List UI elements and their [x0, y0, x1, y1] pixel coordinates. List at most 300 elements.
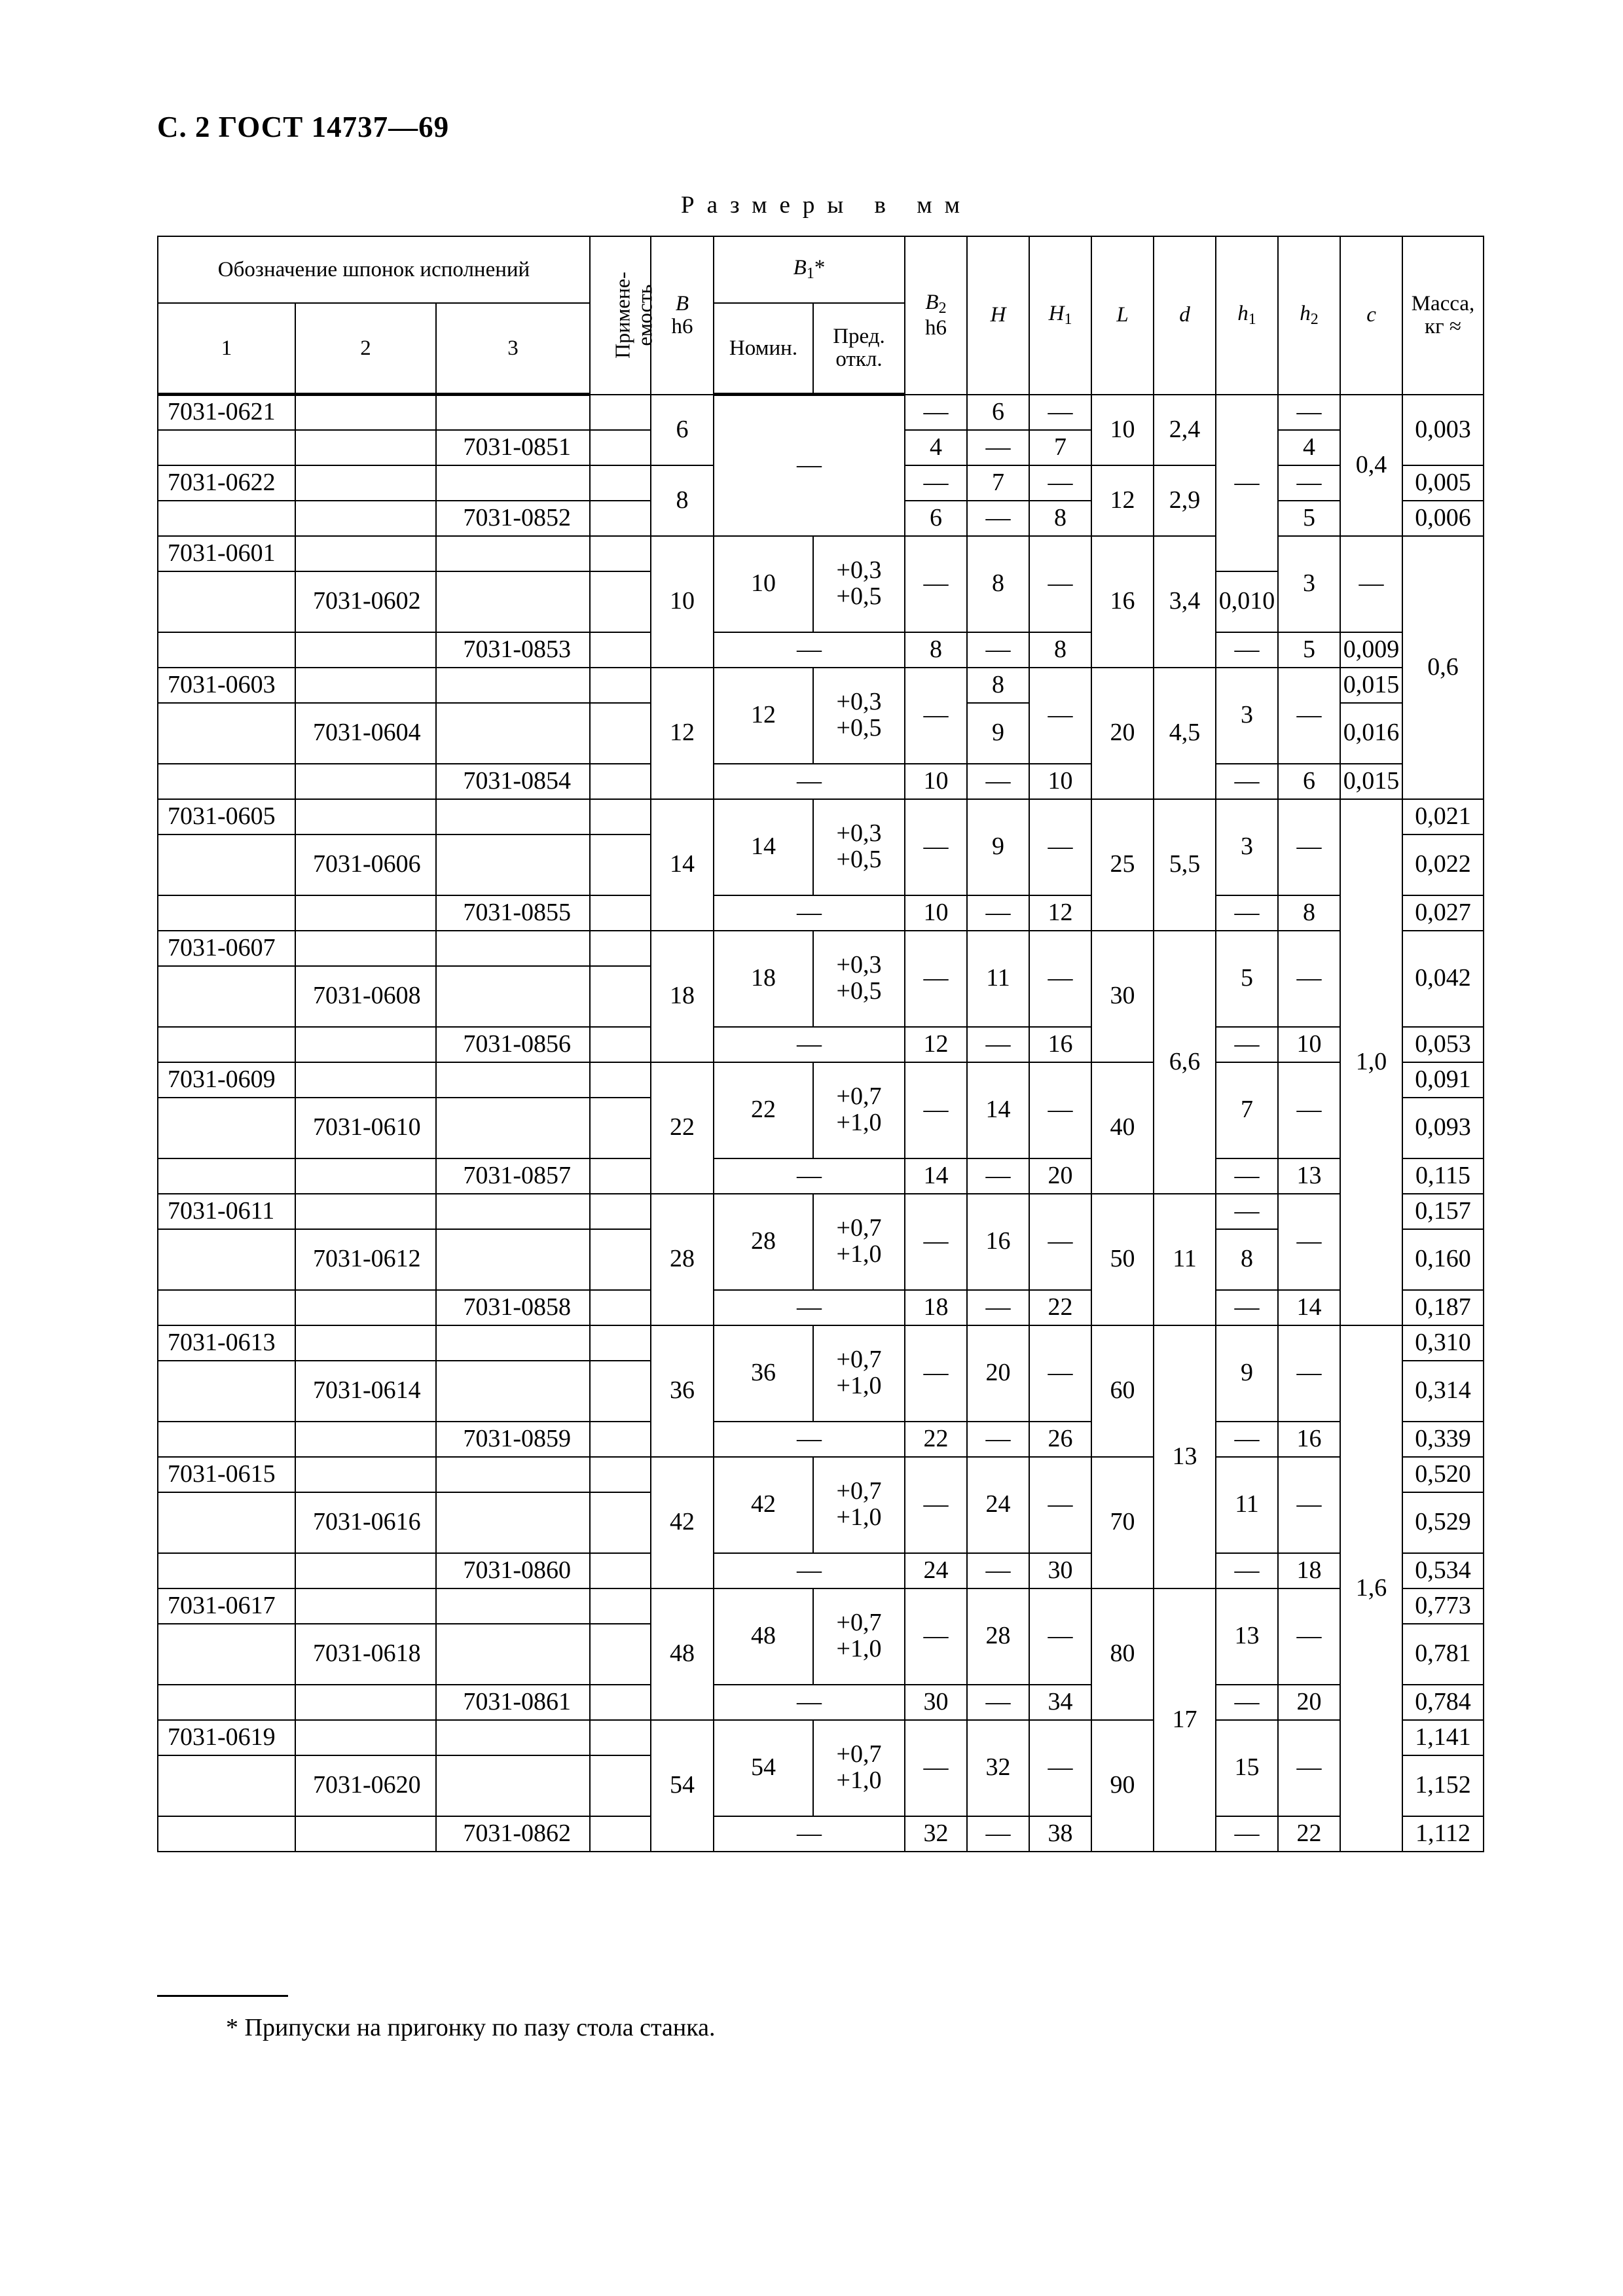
table-cell	[158, 571, 295, 632]
h1-lower-cell: 3	[1216, 799, 1278, 895]
applicability-cell	[590, 1325, 651, 1361]
b1-cell: —	[714, 395, 905, 536]
b2-cell: 4	[905, 430, 967, 465]
h-cell: —	[967, 1422, 1029, 1457]
designation-1: 7031-0601	[158, 536, 295, 571]
h1-cell: —	[1029, 1194, 1091, 1290]
b1-cell: —	[714, 1290, 905, 1325]
table-cell	[158, 430, 295, 465]
h1-cell: 20	[1029, 1158, 1091, 1194]
designation-2: 7031-0618	[295, 1624, 436, 1685]
table-cell	[158, 632, 295, 668]
h2-lower-cell: 10	[1278, 1027, 1340, 1062]
h-cell: 6	[967, 395, 1029, 430]
b2-cell: 30	[905, 1685, 967, 1720]
mass-cell: 0,093	[1402, 1098, 1484, 1158]
table-cell	[295, 536, 436, 571]
h2-lower-cell: —	[1278, 1194, 1340, 1290]
table-cell	[295, 1290, 436, 1325]
applicability-cell	[590, 501, 651, 536]
mass-cell: 0,005	[1402, 465, 1484, 501]
b1-nominal-cell: 14	[714, 799, 813, 895]
h2-lower-cell: —	[1278, 395, 1340, 430]
h1-cell: —	[1029, 668, 1091, 764]
b1-cell: —	[714, 632, 905, 668]
l-cell: 80	[1091, 1588, 1154, 1720]
b2-cell: —	[905, 536, 967, 632]
h1-lower-cell: 7	[1216, 1062, 1278, 1158]
h-header: H	[967, 236, 1029, 395]
b-cell: 22	[651, 1062, 714, 1194]
h1-cell: —	[1029, 395, 1091, 430]
b1-deviation-cell: +0,7 +1,0	[813, 1062, 905, 1158]
b-cell: 54	[651, 1720, 714, 1852]
table-cell	[295, 799, 436, 834]
table-cell	[436, 1492, 590, 1553]
h2-lower-cell: —	[1278, 668, 1340, 764]
table-cell	[436, 834, 590, 895]
h-cell: —	[967, 1685, 1029, 1720]
mass-cell: 0,053	[1402, 1027, 1484, 1062]
h-cell: 14	[967, 1062, 1029, 1158]
applicability-cell	[590, 1720, 651, 1755]
table-cell	[158, 1027, 295, 1062]
h-cell: 8	[967, 668, 1029, 703]
h-cell: 11	[967, 931, 1029, 1027]
l-cell: 70	[1091, 1457, 1154, 1588]
table-cell	[295, 764, 436, 799]
h2-lower-cell: —	[1340, 536, 1402, 632]
d-cell: 11	[1154, 1194, 1216, 1325]
b2-cell: —	[905, 1194, 967, 1290]
l-cell: 60	[1091, 1325, 1154, 1457]
l-cell: 10	[1091, 395, 1154, 465]
b1-nominal-cell: 22	[714, 1062, 813, 1158]
designation-1: 7031-0609	[158, 1062, 295, 1098]
designation-2: 7031-0608	[295, 966, 436, 1027]
d-cell: 17	[1154, 1588, 1216, 1852]
applicability-cell	[590, 1588, 651, 1624]
mass-cell: 0,529	[1402, 1492, 1484, 1553]
applicability-cell	[590, 1361, 651, 1422]
designation-2: 7031-0612	[295, 1229, 436, 1290]
l-cell: 90	[1091, 1720, 1154, 1852]
h-cell: —	[967, 501, 1029, 536]
mass-cell: 0,015	[1340, 764, 1402, 799]
b2-cell: 14	[905, 1158, 967, 1194]
mass-cell: 0,015	[1340, 668, 1402, 703]
c-cell: 1,6	[1340, 1325, 1402, 1852]
table-cell	[295, 1685, 436, 1720]
designation-2: 7031-0602	[295, 571, 436, 632]
h1-cell: 8	[1029, 501, 1091, 536]
table-cell	[436, 1194, 590, 1229]
h1-cell: —	[1029, 1720, 1091, 1816]
l-cell: 50	[1091, 1194, 1154, 1325]
applicability-cell	[590, 1553, 651, 1588]
b2-cell: —	[905, 1720, 967, 1816]
table-cell	[436, 703, 590, 764]
h-cell: —	[967, 1290, 1029, 1325]
b2-cell: —	[905, 1588, 967, 1685]
b-cell: 14	[651, 799, 714, 931]
applicability-cell	[590, 703, 651, 764]
h2-lower-cell: —	[1278, 1720, 1340, 1816]
b1-deviation-cell: +0,3 +0,5	[813, 668, 905, 764]
b1-nominal-cell: 10	[714, 536, 813, 632]
mass-cell: 0,520	[1402, 1457, 1484, 1492]
designation-2: 7031-0614	[295, 1361, 436, 1422]
c-cell: 0,4	[1340, 395, 1402, 536]
d-cell: 3,4	[1154, 536, 1216, 668]
h1-lower-cell: —	[1216, 764, 1278, 799]
b1-nominal-cell: 42	[714, 1457, 813, 1553]
h-cell: —	[967, 1553, 1029, 1588]
table-cell	[295, 1422, 436, 1457]
h2-lower-header: $h_2$	[1278, 236, 1340, 395]
mass-cell: 0,003	[1402, 395, 1484, 465]
h-cell: 28	[967, 1588, 1029, 1685]
b1-nominal-cell: 36	[714, 1325, 813, 1422]
mass-cell: 0,016	[1340, 703, 1402, 764]
mass-cell: 0,021	[1402, 799, 1484, 834]
table-cell	[158, 834, 295, 895]
b2-cell: 22	[905, 1422, 967, 1457]
table-cell	[295, 895, 436, 931]
l-cell: 40	[1091, 1062, 1154, 1194]
h2-lower-cell: 18	[1278, 1553, 1340, 1588]
b1-deviation-cell: +0,7 +1,0	[813, 1194, 905, 1290]
mass-cell: 0,009	[1340, 632, 1402, 668]
table-cell	[158, 1624, 295, 1685]
applicability-cell	[590, 799, 651, 834]
h2-lower-cell: —	[1278, 1325, 1340, 1422]
h1-cell: 34	[1029, 1685, 1091, 1720]
designation-3: 7031-0853	[436, 632, 590, 668]
d-cell: 5,5	[1154, 799, 1216, 931]
h-cell: 8	[967, 536, 1029, 632]
b2-cell: 24	[905, 1553, 967, 1588]
applicability-cell	[590, 834, 651, 895]
l-cell: 30	[1091, 931, 1154, 1062]
h2-lower-cell: 5	[1278, 501, 1340, 536]
dimensions-table	[157, 236, 1484, 1852]
h1-cell: —	[1029, 1062, 1091, 1158]
applicability-cell	[590, 1457, 651, 1492]
table-cell	[436, 1062, 590, 1098]
mass-cell: 0,781	[1402, 1624, 1484, 1685]
table-cell	[158, 764, 295, 799]
applicability-cell	[590, 465, 651, 501]
table-cell	[295, 1588, 436, 1624]
table-cell	[295, 1720, 436, 1755]
b-cell: 6	[651, 395, 714, 465]
designation-3: 7031-0856	[436, 1027, 590, 1062]
h1-cell: 26	[1029, 1422, 1091, 1457]
applicability-cell	[590, 1624, 651, 1685]
b2-cell: —	[905, 465, 967, 501]
b1-nominal-cell: 18	[714, 931, 813, 1027]
designation-3: 7031-0859	[436, 1422, 590, 1457]
designation-1: 7031-0613	[158, 1325, 295, 1361]
b1-cell: —	[714, 1553, 905, 1588]
h-cell: 24	[967, 1457, 1029, 1553]
mass-cell: 0,160	[1402, 1229, 1484, 1290]
col-1-header: 1	[158, 303, 295, 395]
table-cell	[295, 1027, 436, 1062]
b2-cell: 8	[905, 632, 967, 668]
c-cell: 0,6	[1402, 536, 1484, 799]
col-3-header: 3	[436, 303, 590, 395]
table-cell	[436, 571, 590, 632]
b1-cell: —	[714, 1027, 905, 1062]
b1-deviation-cell: +0,3 +0,5	[813, 799, 905, 895]
d-header: d	[1154, 236, 1216, 395]
applicability-cell	[590, 931, 651, 966]
applicability-cell	[590, 1492, 651, 1553]
b-cell: 10	[651, 536, 714, 668]
h2-lower-cell: 20	[1278, 1685, 1340, 1720]
table-cell	[295, 931, 436, 966]
applicability-cell	[590, 668, 651, 703]
l-header: L	[1091, 236, 1154, 395]
h2-lower-cell: —	[1278, 931, 1340, 1027]
h1-lower-cell: 3	[1216, 668, 1278, 764]
l-cell: 20	[1091, 668, 1154, 799]
h1-cell: 7	[1029, 430, 1091, 465]
b1-deviation-cell: +0,7 +1,0	[813, 1457, 905, 1553]
b2-cell: —	[905, 395, 967, 430]
designation-3: 7031-0862	[436, 1816, 590, 1852]
b2-cell: 18	[905, 1290, 967, 1325]
b-cell: 18	[651, 931, 714, 1062]
b1-nominal-cell: 12	[714, 668, 813, 764]
designation-3: 7031-0851	[436, 430, 590, 465]
h-cell: —	[967, 1816, 1029, 1852]
b-cell: 8	[651, 465, 714, 536]
h-cell: —	[967, 632, 1029, 668]
l-cell: 12	[1091, 465, 1154, 536]
h1-lower-cell: 11	[1216, 1457, 1278, 1553]
table-cell	[436, 1361, 590, 1422]
table-cell	[436, 1457, 590, 1492]
b1-cell: —	[714, 1422, 905, 1457]
b1-nominal-cell: 28	[714, 1194, 813, 1290]
applicability-cell	[590, 632, 651, 668]
applicability-cell	[590, 1422, 651, 1457]
table-cell	[295, 668, 436, 703]
table-cell	[158, 895, 295, 931]
table-cell	[295, 1158, 436, 1194]
designation-2: 7031-0610	[295, 1098, 436, 1158]
designation-2: 7031-0604	[295, 703, 436, 764]
designation-1: 7031-0611	[158, 1194, 295, 1229]
applicability-cell	[590, 1098, 651, 1158]
b-header: B h6	[651, 236, 714, 395]
mass-cell: 0,115	[1402, 1158, 1484, 1194]
h1-lower-cell: —	[1216, 1027, 1278, 1062]
c-header: c	[1340, 236, 1402, 395]
l-cell: 16	[1091, 536, 1154, 668]
b1-cell: —	[714, 895, 905, 931]
designation-2: 7031-0616	[295, 1492, 436, 1553]
table-cell	[295, 1457, 436, 1492]
designation-2: 7031-0620	[295, 1755, 436, 1816]
h1-cell: —	[1029, 1325, 1091, 1422]
h1-cell: 10	[1029, 764, 1091, 799]
mass-cell: 0,006	[1402, 501, 1484, 536]
h1-cell: —	[1029, 536, 1091, 632]
designation-3: 7031-0858	[436, 1290, 590, 1325]
h1-cell: —	[1029, 1588, 1091, 1685]
b2-cell: —	[905, 1062, 967, 1158]
table-cell	[295, 1325, 436, 1361]
h-cell: —	[967, 895, 1029, 931]
h1-lower-cell: —	[1216, 395, 1278, 571]
table-cell	[158, 1290, 295, 1325]
h1-lower-cell: —	[1216, 1553, 1278, 1588]
h2-lower-cell: 16	[1278, 1422, 1340, 1457]
h2-lower-cell: 6	[1278, 764, 1340, 799]
b1-deviation-cell: +0,7 +1,0	[813, 1720, 905, 1816]
b2-cell: —	[905, 1457, 967, 1553]
designation-1: 7031-0615	[158, 1457, 295, 1492]
mass-cell: 0,091	[1402, 1062, 1484, 1098]
h1-cell: —	[1029, 1457, 1091, 1553]
designation-3	[436, 395, 590, 430]
b1-cell: —	[714, 1816, 905, 1852]
table-cell	[436, 1720, 590, 1755]
table-cell	[436, 465, 590, 501]
h1-lower-cell: —	[1216, 1158, 1278, 1194]
applicability-cell	[590, 1062, 651, 1098]
mass-cell: 0,157	[1402, 1194, 1484, 1229]
h1-lower-cell: 9	[1216, 1325, 1278, 1422]
h2-lower-cell: —	[1278, 465, 1340, 501]
designation-3: 7031-0861	[436, 1685, 590, 1720]
h2-lower-cell: 8	[1278, 895, 1340, 931]
applicability-cell	[590, 536, 651, 571]
table-cell	[436, 1229, 590, 1290]
mass-cell: 0,784	[1402, 1685, 1484, 1720]
h2-lower-cell: —	[1278, 1457, 1340, 1553]
h-cell: —	[967, 764, 1029, 799]
table-cell	[436, 1588, 590, 1624]
h-cell: 9	[967, 703, 1029, 764]
table-cell	[436, 931, 590, 966]
b-cell: 28	[651, 1194, 714, 1325]
table-cell	[158, 1229, 295, 1290]
h2-lower-cell: —	[1278, 1062, 1340, 1158]
units-caption: Размеры в мм	[681, 192, 973, 219]
applicability-cell	[590, 1027, 651, 1062]
col-2-header: 2	[295, 303, 436, 395]
b-cell: 42	[651, 1457, 714, 1588]
h1-cell: 38	[1029, 1816, 1091, 1852]
b-cell: 12	[651, 668, 714, 799]
table-cell	[158, 1158, 295, 1194]
b2-cell: —	[905, 931, 967, 1027]
designation-1: 7031-0605	[158, 799, 295, 834]
mass-cell: 0,022	[1402, 834, 1484, 895]
h-cell: 32	[967, 1720, 1029, 1816]
h1-lower-cell: —	[1216, 1816, 1278, 1852]
b2-cell: 32	[905, 1816, 967, 1852]
b2-cell: —	[905, 668, 967, 764]
table-cell	[295, 465, 436, 501]
b2-cell: 12	[905, 1027, 967, 1062]
d-cell: 2,9	[1154, 465, 1216, 536]
h2-lower-cell: 14	[1278, 1290, 1340, 1325]
h-cell: 20	[967, 1325, 1029, 1422]
h1-lower-cell: 13	[1216, 1588, 1278, 1685]
h2-lower-cell: —	[1278, 799, 1340, 895]
applicability-cell	[590, 764, 651, 799]
applicability-cell	[590, 1229, 651, 1290]
applicability-cell	[590, 1755, 651, 1816]
d-cell: 6,6	[1154, 931, 1216, 1194]
d-cell: 4,5	[1154, 668, 1216, 799]
applicability-cell	[590, 1194, 651, 1229]
h1-lower-cell: —	[1216, 1290, 1278, 1325]
table-cell	[158, 966, 295, 1027]
h1-cell: —	[1029, 799, 1091, 895]
h1-lower-cell: —	[1216, 895, 1278, 931]
b2-cell: 10	[905, 895, 967, 931]
h1-cell: —	[1029, 931, 1091, 1027]
table-cell	[158, 1755, 295, 1816]
h1-lower-cell: —	[1216, 1685, 1278, 1720]
footnote: * Припуски на пригонку по пазу стола станка.	[226, 2014, 716, 2041]
table-body	[158, 395, 1484, 1852]
mass-cell: 0,314	[1402, 1361, 1484, 1422]
b-cell: 36	[651, 1325, 714, 1457]
h1-cell: 30	[1029, 1553, 1091, 1588]
b-cell: 48	[651, 1588, 714, 1720]
applicability-cell	[590, 395, 651, 430]
h1-lower-header: $h_1$	[1216, 236, 1278, 395]
designation-1: 7031-0603	[158, 668, 295, 703]
h-cell: 16	[967, 1194, 1029, 1290]
nominal-header: Номин.	[714, 303, 813, 395]
h-cell: 7	[967, 465, 1029, 501]
b2-cell: —	[905, 1325, 967, 1422]
h1-cell: 22	[1029, 1290, 1091, 1325]
b1-cell: —	[714, 764, 905, 799]
b2-header: $B_2$ h6	[905, 236, 967, 395]
applicability-cell	[590, 1290, 651, 1325]
mass-cell: 1,112	[1402, 1816, 1484, 1852]
designation-3: 7031-0854	[436, 764, 590, 799]
applicability-cell	[590, 966, 651, 1027]
table-cell	[436, 1624, 590, 1685]
h1-cell: 16	[1029, 1027, 1091, 1062]
h2-lower-cell: 22	[1278, 1816, 1340, 1852]
h1-lower-cell: —	[1216, 1194, 1278, 1229]
deviation-header: Пред. откл.	[813, 303, 905, 395]
b2-cell: —	[905, 799, 967, 895]
b2-cell: 10	[905, 764, 967, 799]
table-cell	[158, 703, 295, 764]
h1-lower-cell: —	[1216, 632, 1278, 668]
h-cell: —	[967, 1158, 1029, 1194]
designation-3: 7031-0852	[436, 501, 590, 536]
mass-cell: 0,187	[1402, 1290, 1484, 1325]
h-cell: —	[967, 1027, 1029, 1062]
b1-nominal-cell: 48	[714, 1588, 813, 1685]
h2-lower-cell: 4	[1278, 430, 1340, 465]
table-cell	[295, 501, 436, 536]
